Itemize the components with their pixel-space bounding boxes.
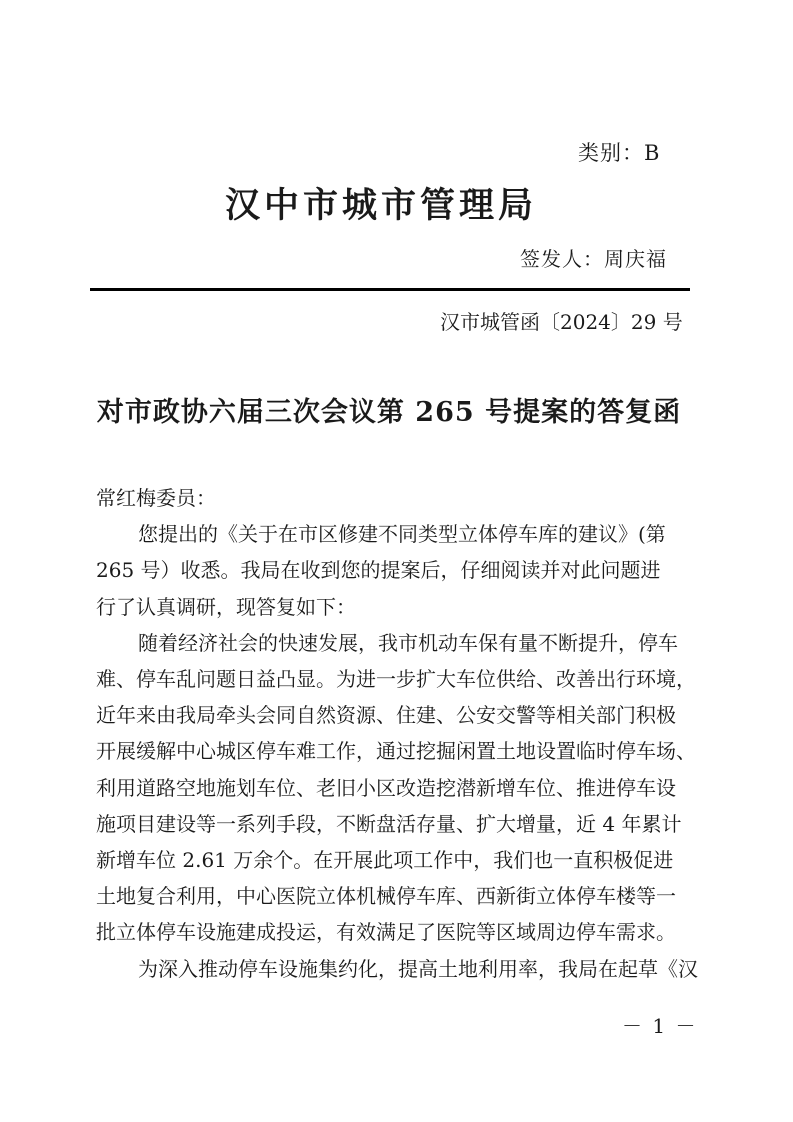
category-label: 类别：B: [578, 141, 661, 165]
salutation: 常红梅委员：: [96, 486, 216, 510]
paragraph: [96, 625, 696, 951]
paragraph-line: 土地复合利用，中心医院立体机械停车库、西新街立体停车楼等一: [96, 884, 676, 909]
paragraph-line: 施项目建设等一系列手段，不断盘活存量、扩大增量，近 4 年累计: [96, 811, 682, 836]
letter-body: [96, 480, 696, 987]
organization-title: 汉中市城市管理局: [224, 185, 537, 226]
paragraph: [96, 951, 696, 987]
paragraph-line: 265 号）收悉。我局在收到您的提案后，仔细阅读并对此问题进: [96, 558, 661, 583]
paragraph-line: 随着经济社会的快速发展，我市机动车保有量不断提升，停车: [138, 630, 678, 655]
paragraph-line: 批立体停车设施建成投运，有效满足了医院等区域周边停车需求。: [96, 920, 676, 945]
paragraph-line: 新增车位 2.61 万余个。在开展此项工作中，我们也一直积极促进: [96, 848, 674, 873]
paragraph-line: 为深入推动停车设施集约化，提高土地利用率，我局在起草《汉: [138, 956, 698, 981]
header-divider: [90, 288, 690, 291]
paragraph-line: 您提出的《关于在市区修建不同类型立体停车库的建议》(第: [138, 522, 666, 547]
paragraph: [96, 516, 696, 625]
signer-label: 签发人：周庆福: [520, 247, 667, 271]
paragraph-line: 开展缓解中心城区停车难工作，通过挖掘闲置土地设置临时停车场、: [96, 739, 696, 764]
paragraph-line: 利用道路空地施划车位、老旧小区改造挖潜新增车位、推进停车设: [96, 775, 676, 800]
paragraph-line: 行了认真调研，现答复如下：: [96, 594, 356, 619]
page-number: － 1 －: [622, 1014, 698, 1038]
document-number: 汉市城管函〔2024〕29 号: [440, 310, 683, 334]
paragraph-line: 近年来由我局牵头会同自然资源、住建、公安交警等相关部门积极: [96, 703, 676, 728]
paragraph-line: 难、停车乱问题日益凸显。为进一步扩大车位供给、改善出行环境，: [96, 667, 696, 692]
document-title: 对市政协六届三次会议第 265 号提案的答复函: [96, 397, 682, 428]
